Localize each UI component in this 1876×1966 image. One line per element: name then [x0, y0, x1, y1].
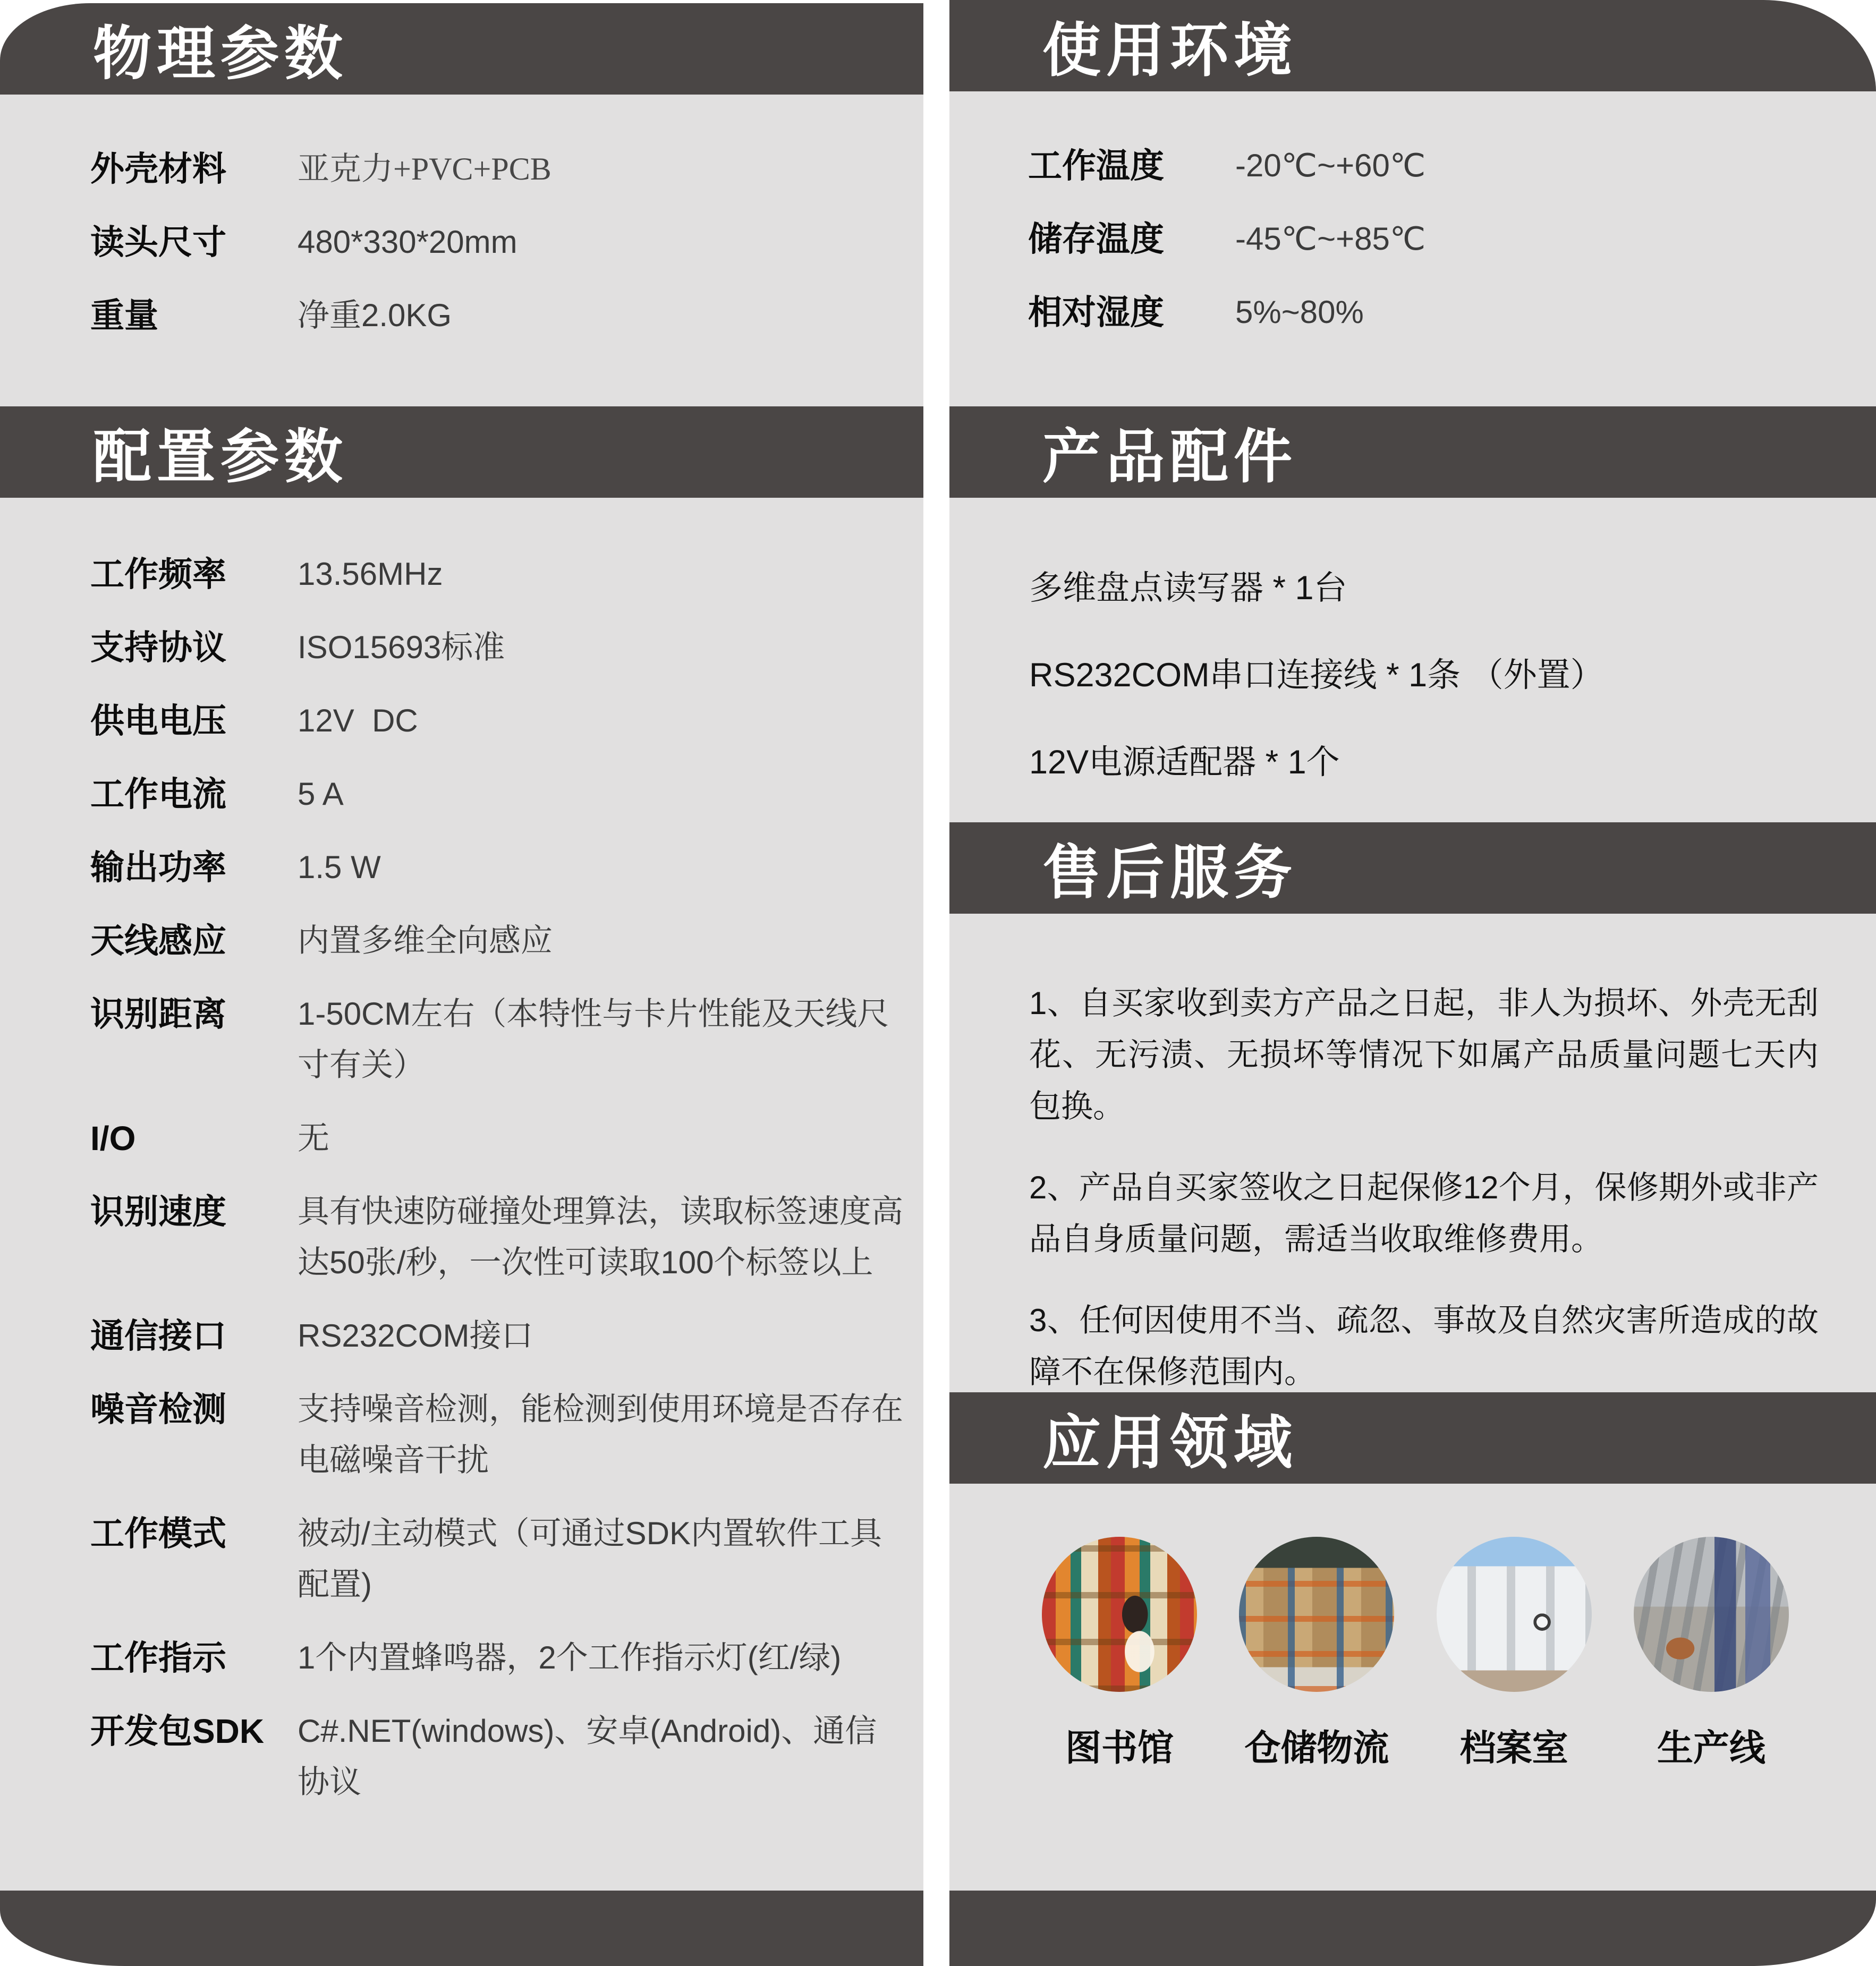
spec-value: 1-50CM左右（本特性与卡片性能及天线尺寸有关） — [298, 996, 889, 1083]
accessories-header — [949, 406, 1876, 498]
spec-row — [90, 217, 907, 268]
spec-value: ISO15693标准 — [298, 629, 505, 665]
spec-label: 储存温度 — [1028, 220, 1164, 258]
application-item — [1232, 1537, 1402, 1891]
spec-label: 工作频率 — [90, 555, 226, 593]
spec-value: 净重2.0KG — [298, 297, 452, 333]
spec-row — [90, 769, 909, 820]
spec-label: 供电电压 — [90, 702, 226, 740]
spec-row — [90, 842, 909, 893]
spec-value: 1.5 W — [298, 849, 381, 885]
spec-row — [90, 1113, 909, 1164]
spec-row — [90, 695, 909, 746]
spec-value: 无 — [298, 1120, 329, 1156]
spec-label: 工作模式 — [90, 1514, 226, 1553]
environment-body — [949, 91, 1876, 406]
spec-label: 识别速度 — [90, 1193, 226, 1231]
spec-label: 相对湿度 — [1028, 293, 1164, 331]
application-item — [1626, 1537, 1796, 1891]
application-item — [1429, 1537, 1599, 1891]
spec-label: 工作指示 — [90, 1639, 226, 1677]
spec-label: 支持协议 — [90, 628, 226, 667]
spec-value: 被动/主动模式（可通过SDK内置软件工具配置) — [298, 1516, 882, 1602]
left-column — [0, 0, 923, 1966]
environment-header — [949, 0, 1876, 91]
spec-row — [1028, 140, 1860, 191]
spec-value: -45℃~+85℃ — [1235, 221, 1426, 257]
accessories-title: 产品配件 — [1042, 424, 1297, 490]
spec-label: 外壳材料 — [90, 150, 226, 188]
physical-params-body — [0, 95, 923, 406]
after-sales-title: 售后服务 — [1042, 840, 1297, 906]
spec-row — [90, 549, 909, 600]
spec-value: 1个内置蜂鸣器，2个工作指示灯(红/绿) — [298, 1640, 842, 1675]
application-label: 仓储物流 — [1244, 1728, 1389, 1768]
accessory-item: 多维盘点读写器 * 1台 — [1029, 569, 1347, 607]
spec-value: 13.56MHz — [298, 556, 443, 592]
warehouse-photo — [1239, 1537, 1394, 1692]
spec-row — [90, 915, 909, 966]
spec-value: 亚克力+PVC+PCB — [298, 151, 551, 186]
spec-value: 480*330*20mm — [298, 224, 517, 260]
right-footer-bar — [949, 1891, 1876, 1966]
spec-row — [1028, 287, 1860, 338]
spec-row — [90, 143, 907, 194]
spec-value: 支持噪音检测，能检测到使用环境是否存在电磁噪音干扰 — [298, 1391, 903, 1478]
spec-value: 5%~80% — [1235, 294, 1364, 330]
after-sales-body — [949, 914, 1876, 1392]
spec-row — [90, 1384, 909, 1486]
spec-label: 重量 — [90, 296, 158, 335]
accessories-body — [949, 498, 1876, 822]
config-params-title: 配置参数 — [93, 424, 348, 490]
after-sales-header — [949, 822, 1876, 914]
applications-body — [949, 1484, 1876, 1891]
spec-value: 具有快速防碰撞处理算法，读取标签速度高达50张/秒，一次性可读取100个标签以上 — [298, 1194, 903, 1280]
application-label: 图书馆 — [1065, 1728, 1174, 1768]
spec-label: 输出功率 — [90, 848, 226, 887]
spec-label: 工作温度 — [1028, 147, 1164, 185]
accessory-item: RS232COM串口连接线 * 1条 （外置） — [1029, 657, 1604, 694]
spec-value: 5 A — [298, 776, 344, 812]
application-item — [1034, 1537, 1204, 1891]
after-sales-term: 1、自买家收到卖方产品之日起，非人为损坏、外壳无刮花、无污渍、无损坏等情况下如属产品质量问题七天内包换。 — [1029, 985, 1819, 1124]
spec-value: -20℃~+60℃ — [1235, 148, 1426, 183]
spec-label: 通信接口 — [90, 1317, 226, 1355]
config-params-body — [0, 498, 923, 1891]
physical-params-title: 物理参数 — [93, 21, 348, 87]
spec-row — [90, 1508, 909, 1610]
archive-photo — [1437, 1537, 1592, 1692]
spec-row — [90, 1186, 909, 1288]
applications-header — [949, 1392, 1876, 1484]
spec-row — [1028, 214, 1860, 265]
spec-label: 读头尺寸 — [90, 223, 226, 261]
spec-row — [90, 989, 909, 1091]
after-sales-term: 2、产品自买家签收之日起保修12个月，保修期外或非产品自身质量问题，需适当收取维修费用。 — [1029, 1170, 1819, 1257]
spec-label: 开发包SDK — [90, 1712, 265, 1750]
spec-row — [90, 1706, 909, 1808]
after-sales-term: 3、任何因使用不当、疏忽、事故及自然灾害所造成的故障不在保修范围内。 — [1029, 1303, 1819, 1390]
spec-label: I/O — [90, 1119, 136, 1158]
spec-value: RS232COM接口 — [298, 1318, 533, 1354]
spec-row — [90, 290, 907, 341]
spec-value: 12V DC — [298, 703, 418, 738]
spec-row — [90, 1632, 909, 1683]
spec-label: 识别距离 — [90, 995, 226, 1033]
application-label: 档案室 — [1459, 1728, 1568, 1768]
spec-label: 天线感应 — [90, 922, 226, 960]
production-line-photo — [1634, 1537, 1789, 1692]
environment-title: 使用环境 — [1042, 18, 1297, 83]
application-label: 生产线 — [1657, 1728, 1765, 1768]
spec-value: C#.NET(windows)、安卓(Android)、通信协议 — [298, 1713, 877, 1800]
left-footer-bar — [0, 1891, 923, 1966]
physical-params-header — [0, 3, 923, 95]
spec-value: 内置多维全向感应 — [298, 923, 553, 958]
spec-row — [90, 622, 909, 673]
spec-label: 噪音检测 — [90, 1390, 226, 1428]
accessory-item: 12V电源适配器 * 1个 — [1029, 744, 1340, 781]
config-params-header — [0, 406, 923, 498]
spec-label: 工作电流 — [90, 775, 226, 813]
applications-title: 应用领域 — [1042, 1410, 1297, 1476]
spec-row — [90, 1310, 909, 1361]
library-photo — [1042, 1537, 1197, 1692]
right-column — [949, 0, 1876, 1966]
